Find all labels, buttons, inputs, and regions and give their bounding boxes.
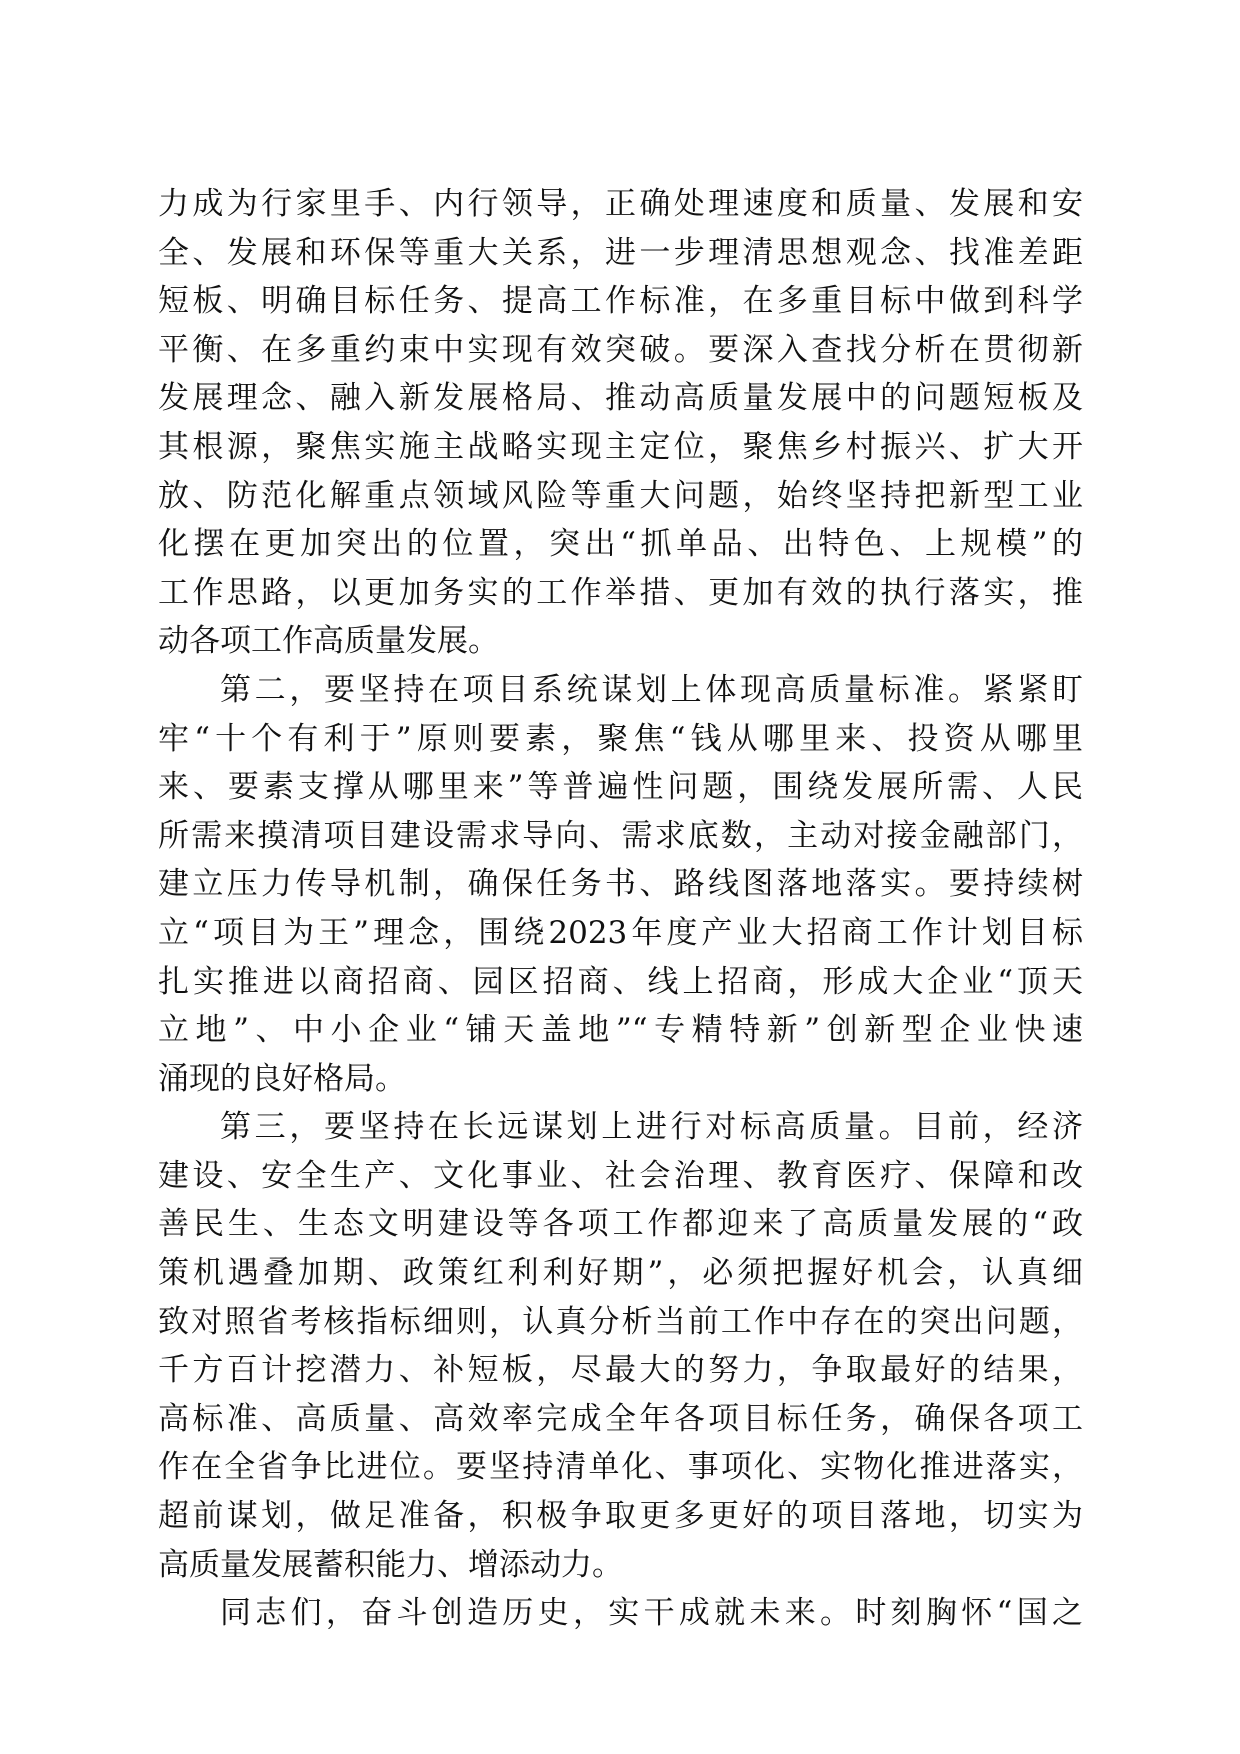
text-line: 高质量发展蓄积能力、增添动力。 <box>158 1546 623 1583</box>
text-line: 致对照省考核指标细则，认真分析当前工作中存在的突出问题， <box>158 1303 1083 1340</box>
text-line: 短板、明确目标任务、提高工作标准，在多重目标中做到科学 <box>158 283 1083 320</box>
text-line: 千方百计挖潜力、补短板，尽最大的努力，争取最好的结果， <box>158 1352 1083 1389</box>
text-line: 立“项目为王”理念，围绕2023年度产业大招商工作计划目标 <box>158 914 1083 951</box>
text-line: 立地”、中小企业“铺天盖地”“专精特新”创新型企业快速 <box>158 1012 1083 1049</box>
text-line: 善民生、生态文明建设等各项工作都迎来了高质量发展的“政 <box>158 1206 1083 1243</box>
text-line: 扎实推进以商招商、园区招商、线上招商，形成大企业“顶天 <box>158 963 1083 1000</box>
text-line: 化摆在更加突出的位置，突出“抓单品、出特色、上规模”的 <box>158 526 1083 563</box>
text-line: 同志们，奋斗创造历史，实干成就未来。时刻胸怀“国之 <box>220 1595 1083 1632</box>
text-line: 全、发展和环保等重大关系，进一步理清思想观念、找准差距 <box>158 234 1083 271</box>
text-line: 涌现的良好格局。 <box>158 1060 406 1097</box>
document-body <box>158 180 1083 1638</box>
text-line: 高标准、高质量、高效率完成全年各项目标任务，确保各项工 <box>158 1400 1083 1437</box>
text-line: 作在全省争比进位。要坚持清单化、事项化、实物化推进落实， <box>158 1449 1083 1486</box>
text-line: 动各项工作高质量发展。 <box>158 623 499 660</box>
text-line: 牢“十个有利于”原则要素，聚焦“钱从哪里来、投资从哪里 <box>158 720 1083 757</box>
text-line: 工作思路，以更加务实的工作举措、更加有效的执行落实，推 <box>158 574 1083 611</box>
text-line: 第二，要坚持在项目系统谋划上体现高质量标准。紧紧盯 <box>220 671 1083 708</box>
text-line: 力成为行家里手、内行领导，正确处理速度和质量、发展和安 <box>158 186 1083 222</box>
text-line: 发展理念、融入新发展格局、推动高质量发展中的问题短板及 <box>158 380 1083 417</box>
text-line: 策机遇叠加期、政策红利利好期”，必须把握好机会，认真细 <box>158 1255 1083 1292</box>
text-line: 建立压力传导机制，确保任务书、路线图落地落实。要持续树 <box>158 866 1083 903</box>
text-line: 其根源，聚焦实施主战略实现主定位，聚焦乡村振兴、扩大开 <box>158 428 1083 465</box>
text-line: 超前谋划，做足准备，积极争取更多更好的项目落地，切实为 <box>158 1498 1083 1535</box>
text-line: 所需来摸清项目建设需求导向、需求底数，主动对接金融部门， <box>158 817 1083 854</box>
text-line: 第三，要坚持在长远谋划上进行对标高质量。目前，经济 <box>220 1109 1083 1146</box>
text-line: 平衡、在多重约束中实现有效突破。要深入查找分析在贯彻新 <box>158 331 1083 368</box>
text-line: 来、要素支撑从哪里来”等普遍性问题，围绕发展所需、人民 <box>158 769 1083 806</box>
text-line: 建设、安全生产、文化事业、社会治理、教育医疗、保障和改 <box>158 1157 1083 1194</box>
text-line: 放、防范化解重点领域风险等重大问题，始终坚持把新型工业 <box>158 477 1083 514</box>
